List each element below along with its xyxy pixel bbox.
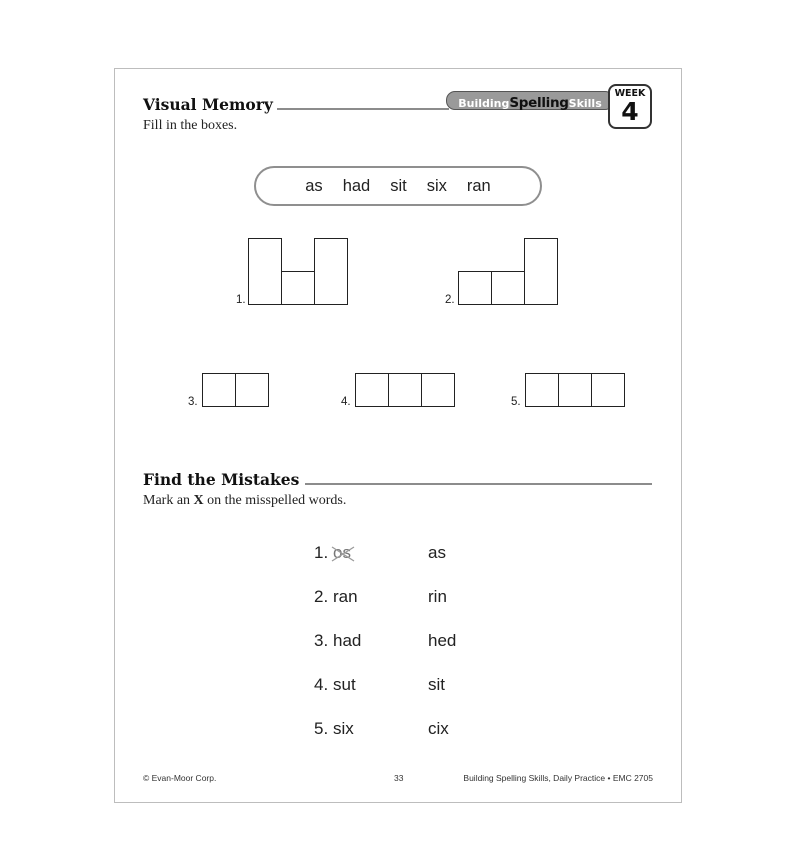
title-rule: [305, 483, 652, 485]
find-mistakes-instruction: Mark an X on the misspelled words.: [143, 493, 347, 508]
word-choice-b[interactable]: sit: [428, 675, 445, 694]
word-choice-b[interactable]: rin: [428, 587, 447, 606]
letter-box[interactable]: [355, 373, 389, 407]
shape-label-2: 2.: [445, 294, 455, 306]
letter-box[interactable]: [281, 271, 315, 305]
visual-memory-title: Visual Memory: [143, 95, 273, 114]
badge-word-skills: Skills: [568, 97, 602, 110]
shape-label-5: 5.: [511, 396, 521, 408]
letter-box[interactable]: [202, 373, 236, 407]
badge-word-building: Building: [458, 97, 510, 110]
footer-page-number: 33: [394, 773, 404, 783]
letter-box[interactable]: [421, 373, 455, 407]
worksheet-page: Visual Memory BuildingSpellingSkills WEEK 4 Fill in the boxes. as had sit six ran 1. 2. 3. 4. 5. Find the Mistakes Mark an X on the misspelled words. 1. os as 2. ran rin 3. had hed 4. sut sit 5. six cix © Evan-Moor Corp. 33 Building Spelling Skills, Daily Practice • EMC 2705: [114, 68, 682, 803]
title-rule: [277, 108, 449, 110]
letter-box[interactable]: [558, 373, 592, 407]
shape-label-4: 4.: [341, 396, 351, 408]
shape-label-1: 1.: [236, 294, 246, 306]
badge-word-spelling: Spelling: [509, 95, 569, 111]
letter-box[interactable]: [388, 373, 422, 407]
word-choice-a[interactable]: six: [333, 719, 354, 738]
letter-box[interactable]: [235, 373, 269, 407]
word-bank: [254, 166, 542, 206]
letter-box[interactable]: [458, 271, 492, 305]
footer-source: Building Spelling Skills, Daily Practice • EMC 2705: [463, 773, 653, 783]
letter-box[interactable]: [314, 238, 348, 305]
find-mistakes-title: Find the Mistakes: [143, 470, 300, 489]
word-bank-word: had: [342, 176, 371, 195]
shape-label-3: 3.: [188, 396, 198, 408]
week-number: 4: [621, 97, 639, 126]
word-bank-word: as: [305, 176, 323, 195]
footer-copyright: © Evan-Moor Corp.: [143, 773, 217, 783]
series-badge: [446, 91, 614, 110]
word-choice-a[interactable]: [333, 543, 351, 563]
word-choice-a[interactable]: sut: [333, 675, 356, 694]
letter-box[interactable]: [248, 238, 282, 305]
word-choice-b[interactable]: as: [428, 543, 446, 562]
x-mark-icon: [329, 544, 357, 564]
word-bank-word: ran: [466, 176, 491, 195]
letter-box[interactable]: [491, 271, 525, 305]
crossed-word: os: [333, 543, 351, 563]
word-choice-b[interactable]: hed: [428, 631, 457, 650]
mark-x: X: [193, 493, 204, 508]
visual-memory-instruction: Fill in the boxes.: [143, 118, 238, 133]
letter-box[interactable]: [524, 238, 558, 305]
word-bank-word: sit: [390, 176, 407, 195]
word-choice-a[interactable]: ran: [333, 587, 358, 606]
letter-box[interactable]: [591, 373, 625, 407]
word-bank-word: six: [426, 176, 447, 195]
letter-box[interactable]: [525, 373, 559, 407]
week-label: WEEK: [614, 88, 646, 99]
word-choice-a[interactable]: had: [333, 631, 362, 650]
word-choice-b[interactable]: cix: [428, 719, 449, 738]
week-badge: [608, 84, 652, 129]
